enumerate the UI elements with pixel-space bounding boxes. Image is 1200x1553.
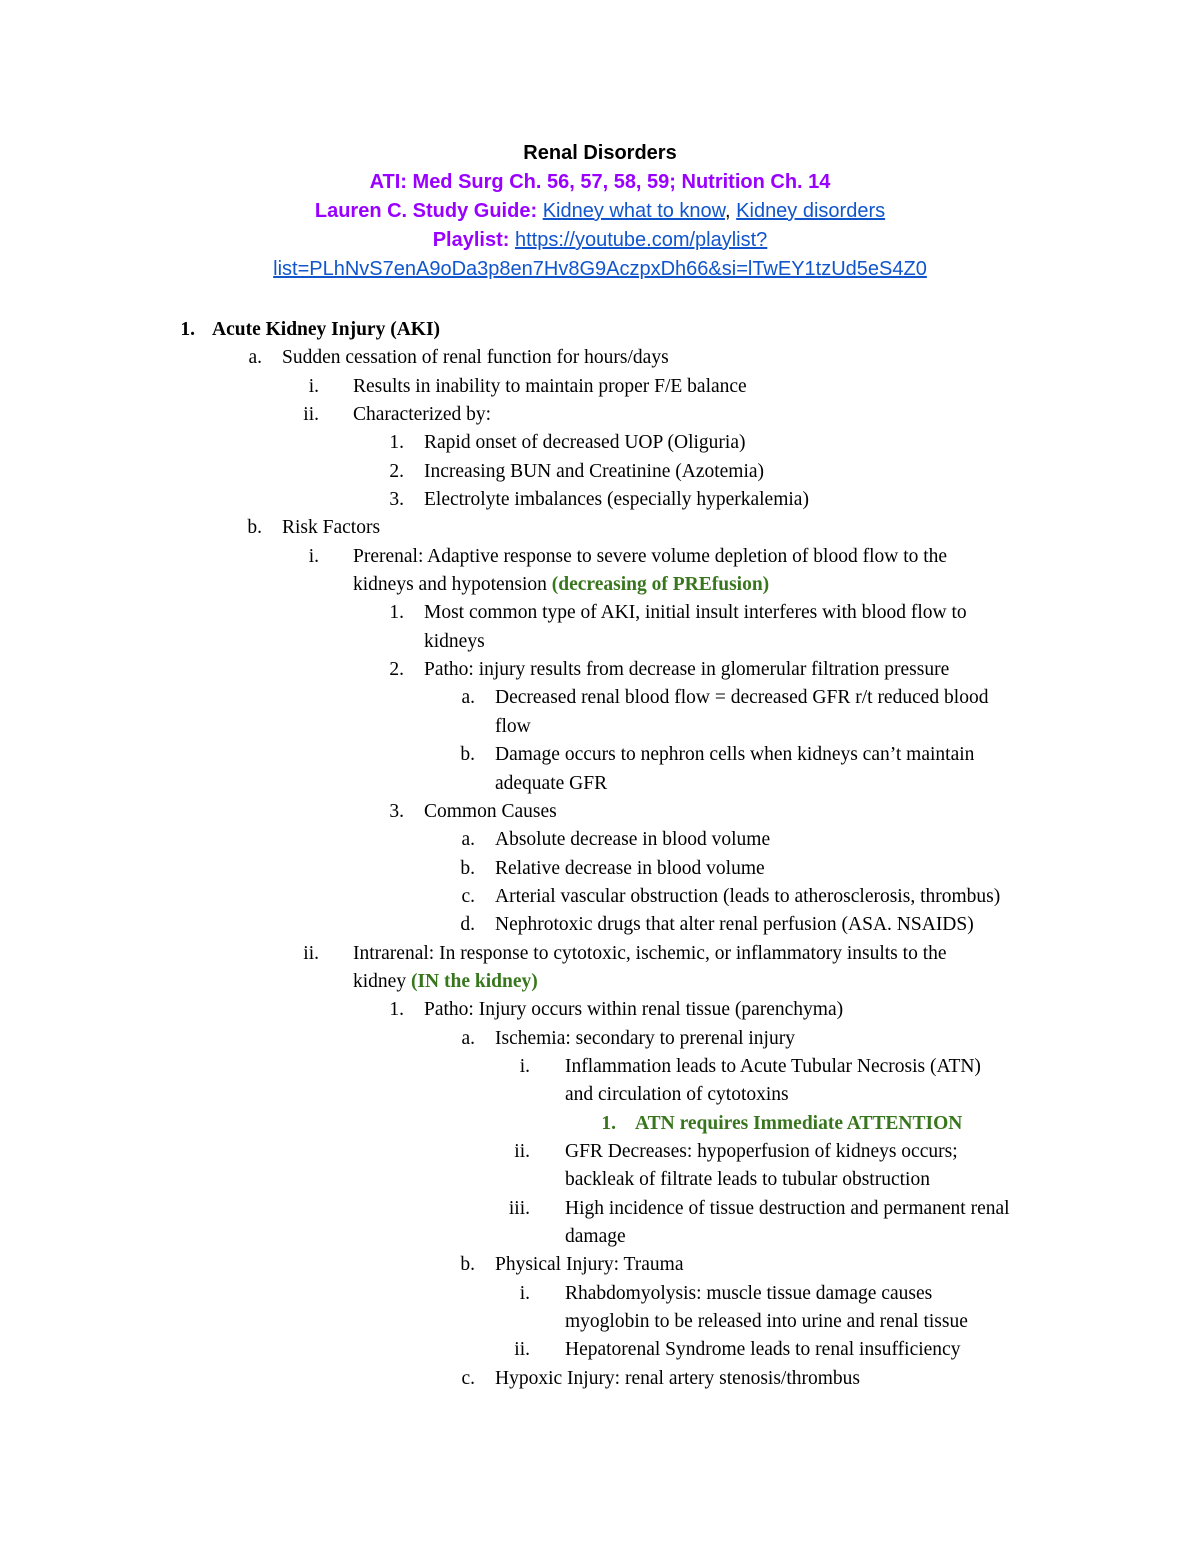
outline-item-continued	[0, 770, 1200, 798]
list-marker: a.	[461, 829, 475, 851]
list-marker: 1.	[389, 432, 404, 454]
list-marker: 1.	[601, 1112, 616, 1134]
kidney-disorders-link[interactable]: Kidney disorders	[736, 200, 886, 222]
list-item-line	[353, 571, 769, 599]
outline-item-highlight	[0, 1110, 1200, 1138]
outline-item	[0, 458, 1200, 486]
list-marker: b.	[247, 517, 262, 539]
list-item-text: adequate GFR	[495, 772, 608, 794]
list-item-text: High incidence of tissue destruction and permanent renal	[565, 1197, 1010, 1219]
outline-item-continued	[0, 571, 1200, 599]
outline-item	[0, 1336, 1200, 1364]
list-item-text: Patho: injury results from decrease in glomerular filtration pressure	[424, 659, 950, 681]
outline-item	[0, 1025, 1200, 1053]
list-item-text: Most common type of AKI, initial insult interferes with blood flow to	[424, 602, 967, 624]
outline-item-continued	[0, 1308, 1200, 1336]
list-item-text: flow	[495, 715, 531, 737]
study-guide-separator: ,	[725, 200, 731, 222]
list-item-text: Rapid onset of decreased UOP (Oliguria)	[424, 432, 746, 454]
list-marker: 1.	[389, 999, 404, 1021]
list-marker: a.	[461, 1027, 475, 1049]
outline-item	[0, 684, 1200, 712]
list-marker: i.	[308, 545, 319, 567]
list-item-line	[353, 968, 538, 996]
list-item-text: Results in inability to maintain proper F/E balance	[353, 375, 747, 397]
list-item-text: Inflammation leads to Acute Tubular Necrosis (ATN)	[565, 1055, 981, 1077]
outline-item	[0, 486, 1200, 514]
list-marker: 1.	[180, 319, 195, 340]
outline-item-continued	[0, 1223, 1200, 1251]
list-item-text: and circulation of cytotoxins	[565, 1084, 789, 1106]
list-item-text: Absolute decrease in blood volume	[495, 829, 771, 851]
list-item-text: damage	[565, 1226, 626, 1247]
list-item-text: GFR Decreases: hypoperfusion of kidneys occurs;	[565, 1140, 958, 1162]
list-marker: i.	[519, 1282, 530, 1304]
ati-reference: ATI: Med Surg Ch. 56, 57, 58, 59; Nutrition Ch. 14	[369, 171, 831, 193]
list-item-text: Arterial vascular obstruction (leads to atherosclerosis, thrombus)	[495, 885, 1001, 907]
list-marker: b.	[460, 857, 475, 879]
list-marker: ii.	[303, 404, 319, 426]
study-guide-line	[0, 197, 1200, 226]
list-item-text: Electrolyte imbalances (especially hyperkalemia)	[424, 489, 809, 511]
list-item-text: Ischemia: secondary to prerenal injury	[495, 1027, 795, 1049]
emphasis-note: (IN the kidney)	[410, 970, 538, 992]
outline-item	[0, 344, 1200, 372]
outline-item	[0, 543, 1200, 571]
list-item-text: kidneys and hypotension	[353, 574, 547, 596]
list-marker: i.	[519, 1055, 530, 1077]
list-marker: a.	[248, 347, 262, 369]
list-marker: 2.	[389, 659, 404, 681]
list-marker: b.	[460, 744, 475, 766]
highlight-text: ATN requires Immediate ATTENTION	[635, 1112, 963, 1134]
study-guide-label: Lauren C. Study Guide:	[314, 200, 538, 222]
list-item-text: backleak of filtrate leads to tubular obstruction	[565, 1169, 930, 1191]
list-marker: b.	[460, 1254, 475, 1276]
list-item-text: Common Causes	[424, 800, 557, 822]
outline-item-continued	[0, 1166, 1200, 1194]
outline-item	[0, 599, 1200, 627]
list-item-text: Characterized by:	[353, 404, 492, 426]
outline-item	[0, 940, 1200, 968]
list-marker: i.	[308, 375, 319, 397]
list-item-text: Decreased renal blood flow = decreased GFR r/t reduced blood	[495, 687, 989, 709]
list-item-text: kidneys	[424, 630, 485, 652]
list-marker: ii.	[514, 1140, 530, 1162]
list-marker: iii.	[508, 1197, 530, 1219]
outline-item	[0, 911, 1200, 939]
outline-item-continued	[0, 1081, 1200, 1109]
list-item-text: Sudden cessation of renal function for hours/days	[282, 347, 669, 369]
playlist-link-continued[interactable]: list=PLhNvS7enA9oDa3p8en7Hv8G9AczpxDh66&si=lTwEY1tzUd5eS4Z0	[273, 258, 927, 280]
outline-item	[0, 373, 1200, 401]
outline-item	[0, 1280, 1200, 1308]
outline-item	[0, 741, 1200, 769]
outline-item	[0, 656, 1200, 684]
outline-item-continued	[0, 713, 1200, 741]
outline-item	[0, 1138, 1200, 1166]
outline-item	[0, 401, 1200, 429]
list-marker: 3.	[389, 489, 404, 511]
outline-item	[0, 1251, 1200, 1279]
outline-item	[0, 1053, 1200, 1081]
playlist-link[interactable]: https://youtube.com/playlist?	[514, 229, 768, 251]
list-marker: c.	[461, 1367, 475, 1389]
page-title: Renal Disorders	[523, 142, 677, 164]
list-marker: a.	[461, 687, 475, 709]
list-item-text: Prerenal: Adaptive response to severe volume depletion of blood flow to the	[353, 545, 948, 567]
document-header	[0, 139, 1200, 284]
list-item-text: Increasing BUN and Creatinine (Azotemia)	[424, 460, 765, 482]
playlist-line-continued	[0, 255, 1200, 284]
list-marker: ii.	[303, 942, 319, 964]
list-marker: ii.	[514, 1339, 530, 1361]
list-marker: 2.	[389, 460, 404, 482]
outline-item-continued	[0, 628, 1200, 656]
outline-item	[0, 996, 1200, 1024]
list-item-text: Hypoxic Injury: renal artery stenosis/thrombus	[495, 1367, 861, 1389]
list-item-text: Relative decrease in blood volume	[495, 857, 765, 879]
list-marker: d.	[460, 914, 475, 936]
list-marker: 1.	[389, 602, 404, 624]
list-item-text: Rhabdomyolysis: muscle tissue damage causes	[565, 1282, 933, 1304]
playlist-label: Playlist:	[432, 229, 510, 251]
outline	[0, 316, 1200, 1393]
list-item-text: Physical Injury: Trauma	[495, 1254, 684, 1276]
list-item-text: Hepatorenal Syndrome leads to renal insufficiency	[565, 1339, 961, 1361]
list-item-text: Patho: Injury occurs within renal tissue (parenchyma)	[424, 999, 844, 1021]
list-item-text: Risk Factors	[282, 517, 381, 539]
list-marker: c.	[461, 885, 475, 907]
outline-item	[0, 798, 1200, 826]
list-item-text: Nephrotoxic drugs that alter renal perfusion (ASA. NSAIDS)	[495, 914, 974, 936]
playlist-line	[0, 226, 1200, 255]
outline-item	[0, 855, 1200, 883]
outline-item	[0, 1195, 1200, 1223]
list-item-text: kidney	[353, 970, 407, 992]
list-marker: 3.	[389, 800, 404, 822]
outline-item	[0, 514, 1200, 542]
outline-item	[0, 429, 1200, 457]
outline-item	[0, 316, 1200, 344]
kidney-what-to-know-link[interactable]: Kidney what to know	[542, 200, 726, 222]
outline-item-continued	[0, 968, 1200, 996]
outline-item	[0, 1365, 1200, 1393]
section-heading: Acute Kidney Injury (AKI)	[212, 319, 441, 340]
outline-item	[0, 883, 1200, 911]
emphasis-note: (decreasing of PREfusion)	[551, 574, 770, 596]
list-item-text: Damage occurs to nephron cells when kidneys can’t maintain	[495, 744, 975, 766]
outline-item	[0, 826, 1200, 854]
list-item-text: Intrarenal: In response to cytotoxic, ischemic, or inflammatory insults to the	[353, 942, 947, 964]
list-item-text: myoglobin to be released into urine and renal tissue	[565, 1311, 968, 1333]
